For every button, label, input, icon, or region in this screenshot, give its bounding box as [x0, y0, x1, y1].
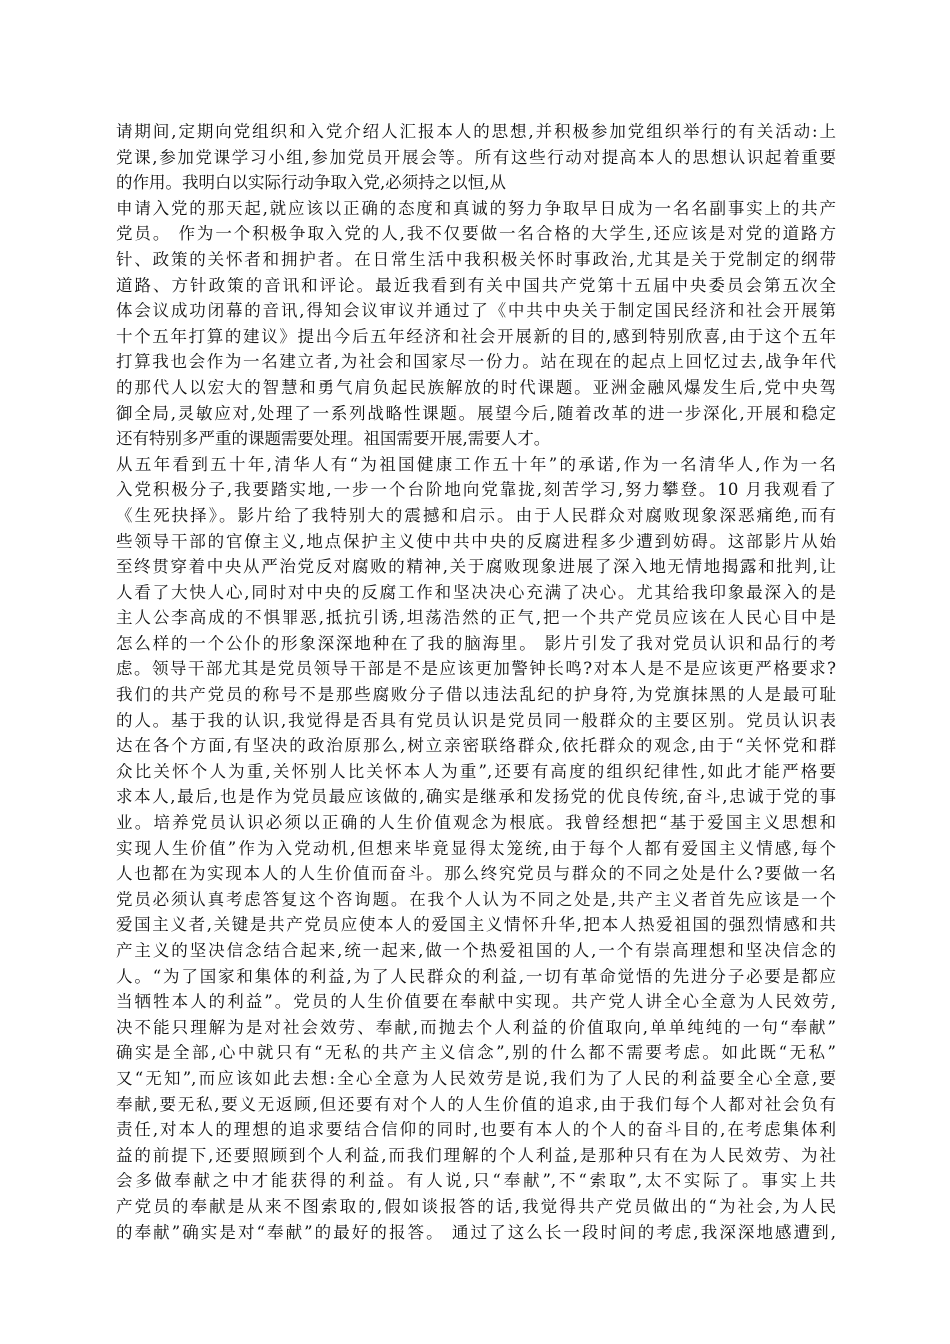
text-line: 的奉献”确实是对“奉献”的最好的报答。 通过了这么长一段时间的考虑,我深深地感遭到,	[116, 1222, 836, 1242]
text-line: 爱国主义者,关键是共产党员应使本人的爱国主义情怀升华,把本人热爱祖国的强烈情感和共	[116, 915, 836, 935]
text-line: 责任,对本人的理想的追求要结合信仰的同时,也要有本人的个人的奋斗目的,在考虑集体利	[116, 1120, 836, 1140]
text-line: 党课,参加党课学习小组,参加党员开展会等。所有这些行动对提高本人的思想认识起着重要	[116, 147, 836, 167]
text-line: 产主义的坚决信念结合起来,统一起来,做一个热爱祖国的人,一个有崇高理想和坚决信念的	[116, 941, 836, 960]
text-line: 人也都在为实现本人的人生价值而奋斗。那么终究党员与群众的不同之处是什么?要做一名	[116, 864, 836, 884]
text-line: 体会议成功闭幕的音讯,得知会议审议并通过了《中共中央关于制定国民经济和社会开展第	[116, 301, 836, 321]
text-line: 《生死抉择》。影片给了我特别大的震撼和启示。由于人民群众对腐败现象深恶痛绝,而有	[116, 505, 836, 525]
text-line: 求本人,最后,也是作为党员最应该做的,确实是继承和发扬党的优良传统,奋斗,忠诚于党的事	[116, 787, 836, 807]
text-line: 十个五年打算的建议》提出今后五年经济和社会开展新的目的,感到特别欣喜,由于这个五年	[116, 326, 836, 346]
body-text	[116, 119, 836, 1245]
text-line: 会多做奉献之中才能获得的利益。有人说,只“奉献”,不“索取”,太不实际了。事实上共	[116, 1171, 836, 1191]
text-line: 人看了大快人心,同时对中央的反腐工作和坚决决心充满了决心。尤其给我印象最深入的是	[116, 582, 836, 602]
text-line: 确实是全部,心中就只有“无私的共产主义信念”,别的什么都不需要考虑。如此既“无私”	[116, 1043, 836, 1063]
text-line: 的人。基于我的认识,我觉得是否具有党员认识是党员同一般群众的主要区别。党员认识表	[116, 710, 836, 730]
text-line: 当牺牲本人的利益”。党员的人生价值要在奉献中实现。共产党人讲全心全意为人民效劳,	[116, 992, 836, 1012]
text-line: 道路、方针政策的音讯和评论。最近我看到有关中国共产党第十五届中央委员会第五次全	[116, 275, 836, 295]
text-line: 些领导干部的官僚主义,地点保护主义使中共中央的反腐进程多少遭到妨碍。这部影片从始	[116, 531, 836, 551]
text-line: 人。“为了国家和集体的利益,为了人民群众的利益,一切有革命觉悟的先进分子必要是都应	[116, 966, 836, 986]
text-line: 实现人生价值”作为入党动机,但想来毕竟显得太笼统,由于每个人都有爱国主义情感,每个	[116, 838, 836, 858]
text-line: 还有特别多严重的课题需要处理。祖国需要开展,需要人才。	[116, 429, 551, 449]
text-line: 御全局,灵敏应对,处理了一系列战略性课题。展望今后,随着改革的进一步深化,开展和稳定	[116, 403, 836, 423]
text-line: 虑。领导干部尤其是党员领导干部是不是应该更加警钟长鸣?对本人是不是应该更严格要求?	[116, 659, 836, 679]
text-line: 益的前提下,还要照顾到个人利益,而我们理解的个人利益,是那种只有在为人民效劳、为社	[116, 1145, 836, 1165]
text-line: 申请入党的那天起,就应该以正确的态度和真诚的努力争取早日成为一名名副事实上的共产	[116, 198, 836, 218]
text-line: 党员必须认真考虑答复这个咨询题。在我个人认为不同之处是,共产主义者首先应该是一个	[116, 889, 836, 909]
text-line: 众比关怀个人为重,关怀别人比关怀本人为重”,还要有高度的组织纪律性,如此才能严格要	[116, 761, 836, 781]
text-line: 奉献,要无私,要义无返顾,但还要有对个人的人生价值的追求,由于我们每个人都对社会负有	[116, 1094, 836, 1114]
text-line: 的作用。我明白以实际行动争取入党,必须持之以恒,从	[116, 173, 506, 193]
text-line: 产党员的奉献是从来不图索取的,假如谈报答的话,我觉得共产党员做出的“为社会,为人民	[116, 1196, 836, 1216]
text-line: 业。培养党员认识必须以正确的人生价值观念为根底。我曾经想把“基于爱国主义思想和	[116, 813, 836, 833]
text-line: 打算我也会作为一名建立者,为社会和国家尽一份力。站在现在的起点上回忆过去,战争年代	[116, 352, 836, 372]
text-line: 党员。 作为一个积极争取入党的人,我不仅要做一名合格的大学生,还应该是对党的道路方	[116, 224, 836, 244]
text-line: 从五年看到五十年,清华人有“为祖国健康工作五十年”的承诺,作为一名清华人,作为一名	[116, 454, 836, 474]
text-line: 又“无知”,而应该如此去想:全心全意为人民效劳是说,我们为了人民的利益要全心全意,要	[116, 1068, 836, 1088]
text-line: 怎么样的一个公仆的形象深深地种在了我的脑海里。 影片引发了我对党员认识和品行的考	[116, 633, 836, 653]
text-line: 我们的共产党员的称号不是那些腐败分子借以违法乱纪的护身符,为党旗抹黑的人是最可耻	[116, 685, 836, 705]
text-line: 入党积极分子,我要踏实地,一步一个台阶地向党靠拢,刻苦学习,努力攀登。10 月我观看了	[116, 480, 836, 500]
text-line: 达在各个方面,有坚决的政治原那么,树立亲密联络群众,依托群众的观念,由于“关怀党和群	[116, 736, 836, 756]
text-line: 的那代人以宏大的智慧和勇气肩负起民族解放的时代课题。亚洲金融风爆发生后,党中央驾	[116, 377, 836, 397]
text-line: 针、政策的关怀者和拥护者。在日常生活中我积极关怀时事政治,尤其是关于党制定的纲带	[116, 249, 836, 269]
text-line: 请期间,定期向党组织和入党介绍人汇报本人的思想,并积极参加党组织举行的有关活动:上	[116, 122, 836, 141]
text-line: 主人公李高成的不惧罪恶,抵抗引诱,坦荡浩然的正气,把一个共产党员应该在人民心目中是	[116, 608, 836, 628]
text-line: 至终贯穿着中央从严治党反对腐败的精神,关于腐败现象进展了深入地无情地揭露和批判,让	[116, 557, 836, 577]
text-line: 决不能只理解为是对社会效劳、奉献,而抛去个人利益的价值取向,单单纯纯的一句“奉献”	[116, 1017, 836, 1037]
